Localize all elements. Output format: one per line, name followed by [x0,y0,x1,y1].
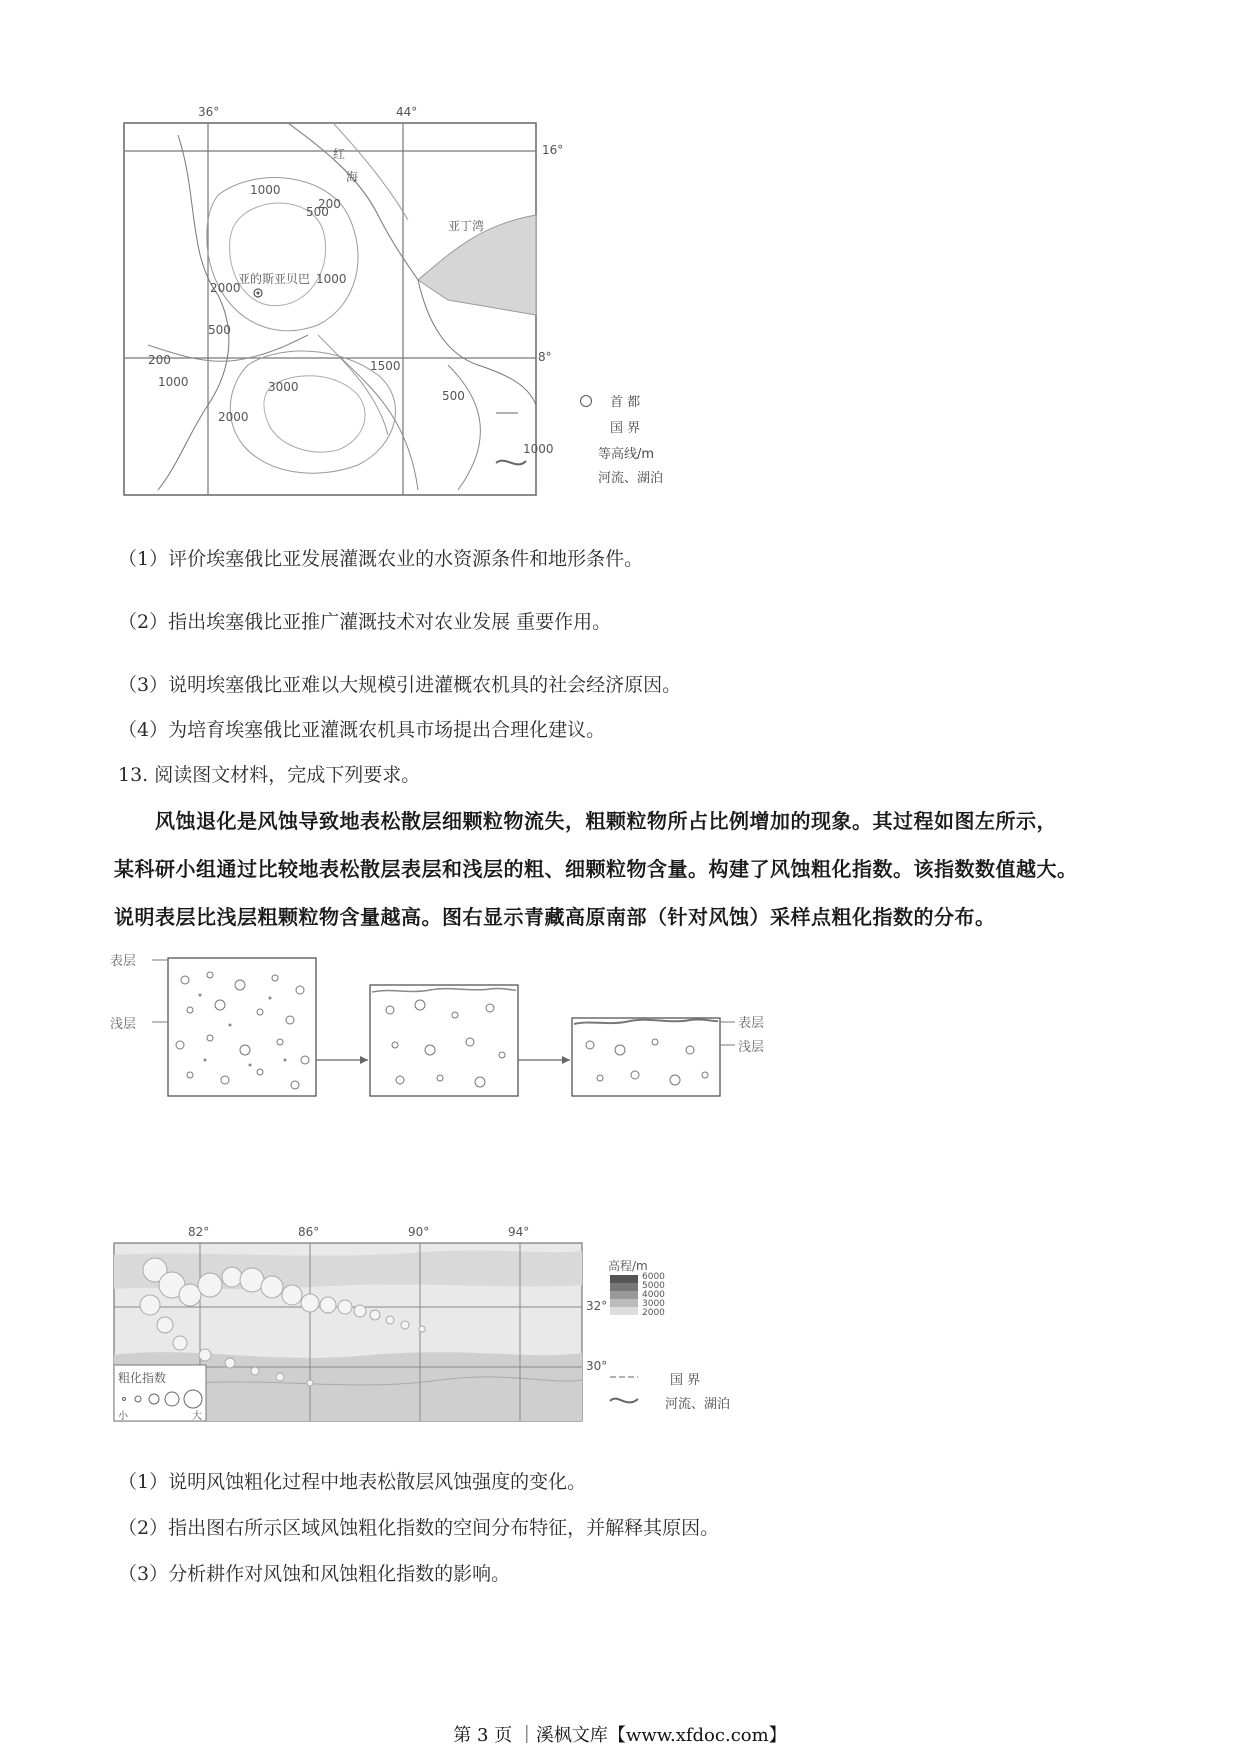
contour-label: 1000 [250,183,281,197]
elevation-level: 4000 [642,1290,665,1300]
contour-label: 2000 [210,281,241,295]
elevation-level: 3000 [642,1299,665,1309]
elevation-level: 6000 [642,1272,665,1282]
question-12-3: （3）说明埃塞俄比亚难以大规模引进灌概农机具的社会经济原因。 [118,674,682,696]
contour-label: 1500 [370,359,401,373]
lon-label-82: 82° [188,1225,210,1239]
erosion-process-graphic [110,950,790,1105]
contour-label: 200 [148,353,171,367]
ethiopia-map-graphic [118,105,718,500]
q13-paragraph-line-3: 说明表层比浅层粗颗粒物含量越高。图右显示青藏高原南部（针对风蚀）采样点粗化指数的分布。 [114,905,996,929]
legend-contour-sample: 1000 [523,442,554,456]
lon-label-86: 86° [298,1225,320,1239]
lon-label-90: 90° [408,1225,430,1239]
question-12-1: （1）评价埃塞俄比亚发展灌溉农业的水资源条件和地形条件。 [118,548,644,570]
lon-label-94: 94° [508,1225,530,1239]
legend-border: 国 界 [610,421,641,436]
capital-legend-icon [580,395,592,407]
contour-label: 2000 [218,410,249,424]
legend-capital: 首 都 [610,395,641,410]
question-13-1: （1）说明风蚀粗化过程中地表松散层风蚀强度的变化。 [118,1471,587,1493]
legend-river: 河流、湖泊 [665,1397,731,1412]
question-13-3: （3）分析耕作对风蚀和风蚀粗化指数的影响。 [118,1563,511,1585]
red-sea-label-2: 海 [346,170,359,184]
diagram-surface-label-left: 表层 [110,954,137,969]
erosion-process-diagram [110,950,790,1105]
diagram-shallow-label-right: 浅层 [738,1040,765,1055]
question-13-2: （2）指出图右所示区域风蚀粗化指数的空间分布特征，并解释其原因。 [118,1517,720,1539]
legend-river: 河流、湖泊 [598,471,664,486]
diagram-surface-label-right: 表层 [738,1016,765,1031]
contour-label: 500 [208,323,231,337]
contour-label: 1000 [158,375,189,389]
lon-label-44: 44° [396,105,418,119]
index-large-label: 大 [192,1411,202,1422]
page-footer: 第 3 页 ｜溪枫文库【www.xfdoc.com】 [453,1725,787,1746]
question-12-4: （4）为培育埃塞俄比亚灌溉农机具市场提出合理化建议。 [118,719,606,741]
elevation-level: 5000 [642,1281,665,1291]
lon-label-36: 36° [198,105,220,119]
lat-label-32: 32° [586,1299,608,1313]
question-13-title: 13. 阅读图文材料，完成下列要求。 [118,764,421,786]
lat-label-8: 8° [538,350,552,364]
gulf-of-aden-label: 亚丁湾 [448,219,485,233]
legend-contour: 等高线/m [598,447,655,462]
contour-label: 1000 [316,272,347,286]
tibet-map [110,1225,770,1425]
diagram-shallow-label-left: 浅层 [110,1017,137,1032]
q13-paragraph-line-2: 某科研小组通过比较地表松散层表层和浅层的粗、细颗粒物含量。构建了风蚀粗化指数。该指数数值越大。 [114,857,1078,881]
red-sea-label-1: 红 [333,147,346,161]
contour-label: 3000 [268,380,299,394]
elevation-level: 2000 [642,1308,665,1318]
elevation-legend-title: 高程/m [608,1259,648,1273]
lat-label-30: 30° [586,1359,608,1373]
index-small-label: 小 [118,1411,128,1422]
contour-label: 200 [318,197,341,211]
ethiopia-map [118,105,718,500]
q13-paragraph-line-1: 风蚀退化是风蚀导致地表松散层细颗粒物流失，粗颗粒物所占比例增加的现象。其过程如图左所示， [155,809,1057,833]
lat-label-16: 16° [542,143,564,157]
addis-ababa-label: 亚的斯亚贝巴 [238,272,311,286]
contour-label: 500 [442,389,465,403]
question-12-2: （2）指出埃塞俄比亚推广灌溉技术对农业发展 重要作用。 [118,611,612,633]
legend-border: 国 界 [670,1373,701,1388]
contour-label: 500 [306,205,329,219]
index-legend-title: 粗化指数 [118,1371,167,1385]
